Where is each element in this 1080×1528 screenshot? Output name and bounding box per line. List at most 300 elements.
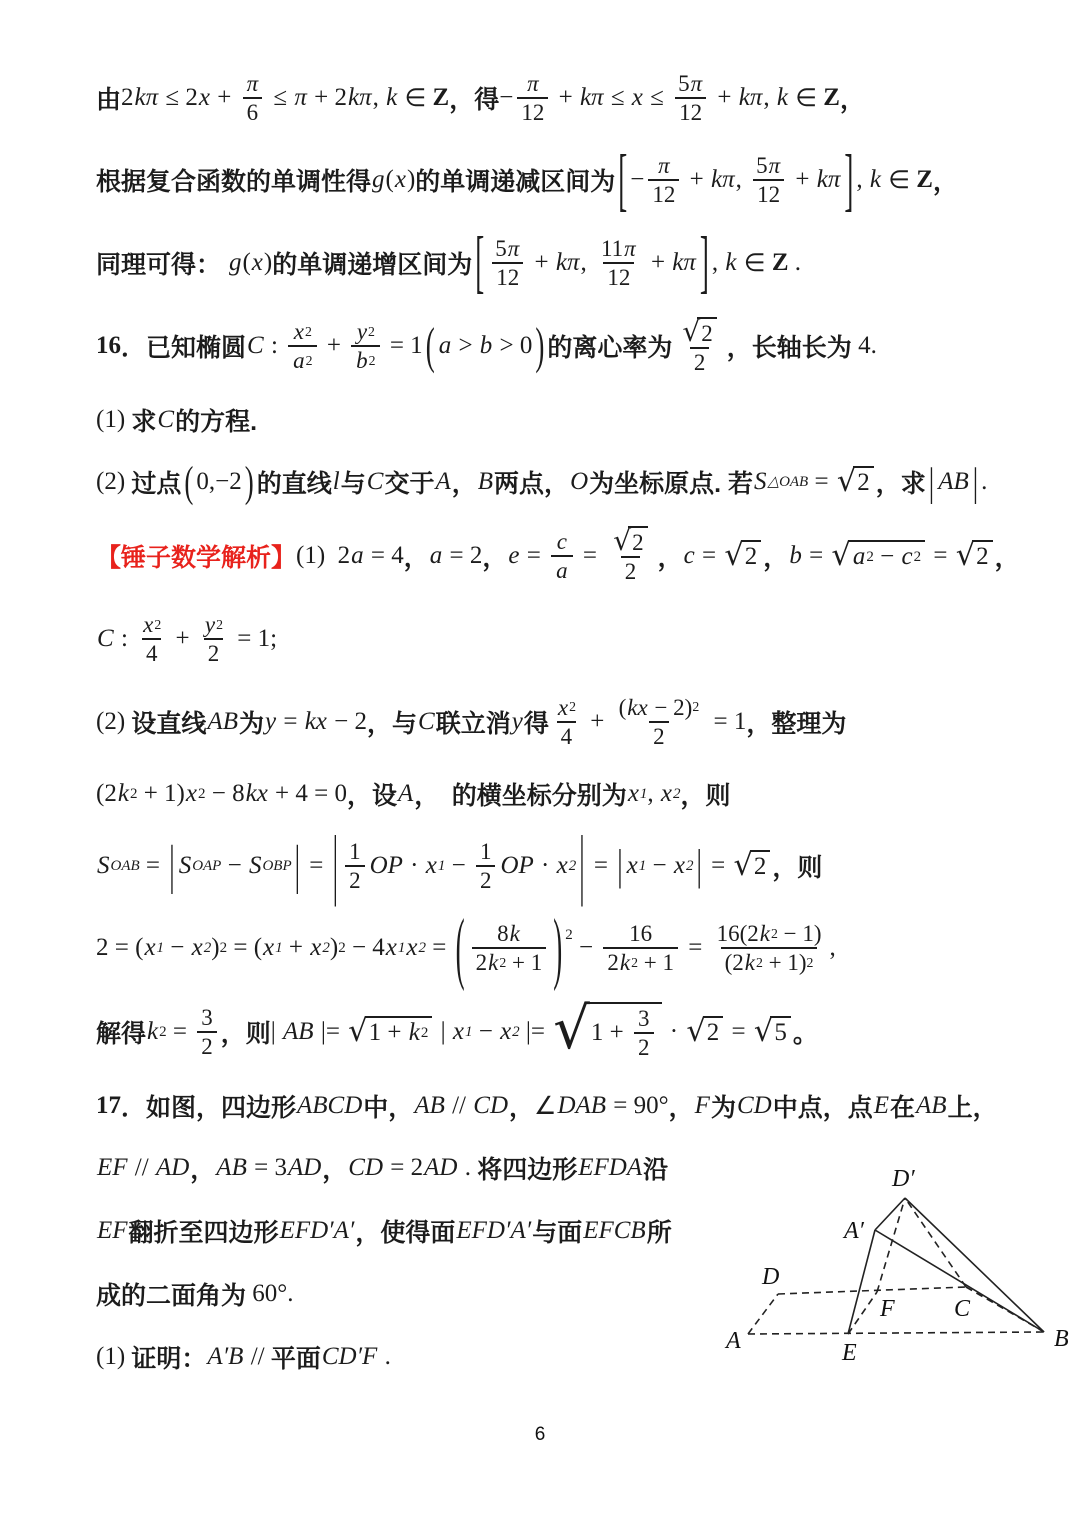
text-run: 解得 <box>96 1019 147 1048</box>
text-run: 的方程. <box>175 408 258 436</box>
text-run: : <box>114 625 135 653</box>
text-run: EFD′A′ <box>279 1216 355 1244</box>
text-run: 1 + <box>368 1018 408 1046</box>
text-run: 2 = ( <box>96 934 144 962</box>
text-run: 2 <box>706 1018 720 1046</box>
text-run: k <box>488 950 499 976</box>
text-run: Z <box>771 248 789 276</box>
text-run: |= <box>314 1017 347 1045</box>
text-run: = <box>576 541 604 569</box>
text-run: 17 <box>96 1091 121 1119</box>
math-line <box>96 524 1020 585</box>
text-run: 所 <box>646 1218 672 1247</box>
text-run: 交于 <box>384 470 435 498</box>
text-run: 求 <box>131 408 157 436</box>
text-run: ，使得面 <box>355 1218 456 1247</box>
text-run: 2 <box>753 852 767 880</box>
text-run: x <box>673 851 685 879</box>
radical-sign: √ <box>348 1013 368 1049</box>
text-run: AB <box>283 1017 314 1045</box>
text-run: kπ <box>672 248 696 276</box>
text-run: x <box>394 166 406 194</box>
text-run: π <box>246 71 259 96</box>
text-run: k <box>147 1017 159 1045</box>
text-run: − <box>164 934 191 962</box>
text-run: kx <box>245 779 268 807</box>
text-run: − <box>221 851 248 879</box>
text-run: E <box>873 1091 889 1119</box>
text-run: kx <box>627 694 648 720</box>
text-run: = <box>587 851 615 879</box>
big-delimiter: ) <box>553 901 563 992</box>
text-run: > <box>452 332 479 360</box>
text-run: kπ <box>711 166 735 194</box>
text-run: 得 <box>523 709 549 738</box>
text-run: (1) <box>96 406 132 433</box>
text-run: AD <box>424 1153 458 1181</box>
text-run: + <box>210 84 238 112</box>
fraction <box>517 70 548 126</box>
text-run: − <box>630 166 645 194</box>
vertex-label-D: D <box>762 1263 780 1290</box>
text-run: ， 的横坐标分别为 <box>414 781 627 810</box>
math-line: 解得 k 2 = $\frac{3}{2}$ ，则 | AB |= √ 1 + k 2 | x 1 − x 2 |= √ 1 + $\frac{3}{2}$ · √ 2 = √ 5 。 <box>96 995 818 1063</box>
text-run: − 1) <box>777 921 822 946</box>
radical-sign: √ <box>686 1013 706 1049</box>
text-run: 在 <box>890 1093 916 1122</box>
text-run: 2 <box>349 867 361 893</box>
text-run: 16 <box>629 921 653 946</box>
text-run: ∈ <box>882 167 917 195</box>
text-run: A′B <box>207 1342 244 1370</box>
text-run: k <box>619 950 631 976</box>
text-run: 2 <box>632 530 644 555</box>
text-run: 6 <box>246 100 259 126</box>
big-delimiter: ] <box>844 140 854 219</box>
text-run: ) <box>263 248 273 276</box>
text-run: ( <box>242 248 251 276</box>
fraction: x 2 4 <box>143 612 162 667</box>
big-delimiter: | <box>579 820 585 908</box>
text-run: | <box>270 1017 283 1045</box>
text-run: ∈ <box>737 249 772 277</box>
text-run: CD <box>348 1153 384 1181</box>
math-line <box>96 611 1010 667</box>
text-run: ， <box>482 543 508 572</box>
text-run: 12 <box>521 100 545 126</box>
text-run: ( <box>385 166 394 194</box>
radical <box>553 995 661 1063</box>
text-run: ， <box>322 1155 348 1184</box>
text-run: kπ <box>816 166 841 194</box>
text-run: + <box>282 934 310 962</box>
fraction: 8 k 2 k 2 + 1 <box>472 920 547 976</box>
text-run: AD <box>287 1153 322 1181</box>
text-run: y <box>204 612 216 638</box>
text-run: x <box>452 1017 464 1045</box>
text-run: a <box>293 348 305 374</box>
text-run: = <box>725 1017 752 1045</box>
text-run: = <box>166 1017 194 1045</box>
text-run: ，长轴长为 <box>726 334 852 363</box>
text-run: S <box>178 851 192 879</box>
text-run: 设直线 <box>131 709 207 738</box>
text-run: 1 + <box>590 1019 631 1047</box>
big-delimiter: [ <box>618 140 628 219</box>
text-run: = 1 <box>707 707 747 735</box>
text-run: OP <box>500 851 534 879</box>
math-line <box>96 1150 696 1186</box>
text-run: · <box>534 851 556 879</box>
text-run: π <box>658 153 670 179</box>
text-run: 5 <box>495 235 507 261</box>
text-run: 2 <box>121 84 134 112</box>
text-run: , <box>372 84 386 112</box>
big-delimiter: | <box>332 820 339 908</box>
text-run: + <box>552 84 579 112</box>
text-run: kπ <box>579 84 604 112</box>
text-run: 3 <box>638 1006 650 1032</box>
fraction <box>597 235 641 291</box>
edge-D-C <box>778 1287 966 1294</box>
text-run: ， <box>190 1155 216 1184</box>
text-run: 16 <box>96 332 121 360</box>
text-run: , <box>647 779 660 807</box>
text-run: = <box>704 851 732 879</box>
fraction <box>491 235 524 291</box>
text-run: 的单调递减区间为 <box>415 168 616 197</box>
edge-E-Aprime <box>848 1230 875 1334</box>
big-delimiter: [ <box>475 222 485 301</box>
text-run: ) <box>406 166 416 194</box>
text-run: O <box>570 468 589 495</box>
text-run: x <box>263 934 275 962</box>
text-run: EF <box>97 1153 128 1181</box>
text-run: Z <box>823 84 840 112</box>
fraction <box>607 526 653 585</box>
text-run: g <box>372 166 385 194</box>
text-run: EFDA <box>578 1153 643 1181</box>
text-run: 2 <box>207 641 220 667</box>
fraction: y 2 b 2 <box>351 318 379 374</box>
text-run: 2 <box>857 468 870 496</box>
text-run: 2 <box>475 950 488 976</box>
text-run: − <box>445 851 472 879</box>
fraction: x 2 a 2 <box>288 318 316 374</box>
text-run: ，则 <box>772 853 823 882</box>
fraction <box>345 838 365 894</box>
radical-sign: √ <box>724 537 744 573</box>
text-run: 2 <box>638 1035 650 1061</box>
text-run: − 2 <box>327 707 368 735</box>
text-run: = 2 <box>384 1153 424 1181</box>
analysis-heading: 【锤子数学解析】 <box>96 543 297 572</box>
text-run: − <box>572 934 600 962</box>
text-run: e <box>508 541 520 569</box>
math-line <box>96 222 1010 301</box>
text-run: 12 <box>679 100 703 126</box>
text-run: x <box>500 1017 512 1045</box>
text-run: , <box>856 166 869 194</box>
text-run: 4 <box>145 641 158 667</box>
text-run: 2 <box>624 559 637 585</box>
text-run: S <box>248 851 262 879</box>
text-run: AB <box>938 468 969 495</box>
radical-sign: √ <box>836 463 857 499</box>
geometry-figure-prism <box>696 1156 1080 1386</box>
radical <box>686 1013 723 1049</box>
text-run: x <box>143 612 154 638</box>
text-run: C <box>157 406 175 433</box>
text-run: π <box>294 84 307 112</box>
text-run: CD′F <box>321 1342 378 1370</box>
text-run: x <box>406 934 418 962</box>
text-run: ， <box>509 1093 535 1122</box>
text-run: a <box>852 542 866 570</box>
radical-sign: √ <box>613 524 632 557</box>
text-run: = 2 <box>443 541 483 569</box>
text-run: ≤ <box>267 84 294 112</box>
text-run: · <box>663 1017 685 1045</box>
text-run: − 4 <box>345 934 385 962</box>
text-run: ，求 <box>875 470 926 498</box>
vertex-label-B: B <box>1054 1325 1069 1352</box>
text-run: c <box>901 542 913 570</box>
text-run: 11 <box>601 235 624 261</box>
solution-text-block <box>96 70 1020 1124</box>
text-run: y <box>264 707 277 735</box>
text-run: kπ <box>134 84 159 112</box>
text-run: , <box>829 934 836 962</box>
text-run: ， <box>994 543 1020 572</box>
text-run: = <box>426 934 453 962</box>
text-run: EF <box>97 1216 128 1244</box>
edge-E-F <box>848 1292 877 1334</box>
text-run: 1 <box>479 838 492 864</box>
text-run: (2 <box>724 950 744 976</box>
text-run: (2) <box>96 707 132 735</box>
text-run: 2 <box>201 1033 213 1059</box>
text-run: a <box>556 557 568 583</box>
text-run: 上， <box>947 1093 998 1122</box>
text-run: k <box>117 779 129 807</box>
vertex-label-C: C <box>954 1295 971 1322</box>
text-run: 12 <box>496 264 520 290</box>
text-run: ，设 <box>347 781 398 810</box>
text-run: EFCB <box>583 1216 646 1244</box>
radical-sign: √ <box>831 537 851 573</box>
math-line: (2) 过点 ( 0,−2 ) 的直线 l 与 C 交于 A ， B 两点， O 为坐标原点. 若 S △OAB = √ 2 ，求 | AB | . <box>96 457 988 506</box>
text-run: AD <box>155 1153 190 1181</box>
text-run: x <box>144 934 156 962</box>
text-run: + 1) <box>137 779 185 807</box>
text-run: , <box>711 248 725 276</box>
text-run: = <box>808 468 835 495</box>
text-run: |= <box>519 1017 552 1045</box>
text-run: = 90° <box>607 1091 669 1119</box>
text-run: π <box>690 71 703 96</box>
text-run: 2 <box>653 723 665 749</box>
text-run: k <box>408 1018 420 1046</box>
text-run: k <box>386 84 398 112</box>
text-run: C <box>97 625 114 653</box>
text-run: S <box>754 468 767 495</box>
text-run: 由 <box>96 86 122 115</box>
text-run: kπ <box>738 84 763 112</box>
text-run: k <box>744 950 755 976</box>
text-run: 两点， <box>494 470 570 498</box>
text-run: = 1; <box>231 625 278 653</box>
math-line: 2 = ( x 1 − x 2 ) 2 = ( x 1 + x 2 ) 2 − 4 x 1 x 2 = ( 8 k 2 k 2 + 1 ) $^2$ − 16 2 k 2 + 1 = 16(2 k 2 − 1) (2 k 2 + 1) 2 , <box>96 901 836 992</box>
text-run: x <box>631 84 643 112</box>
text-run: ∈ <box>789 85 824 113</box>
text-run: 2 <box>701 320 713 346</box>
text-run: x <box>198 84 210 112</box>
text-run: 8 <box>497 921 509 946</box>
fraction <box>648 152 679 208</box>
text-run: ≤ <box>643 84 671 112</box>
math-line <box>96 314 1010 376</box>
text-run: 中， <box>363 1093 414 1122</box>
big-delimiter: ) <box>244 457 254 506</box>
radical-sign: √ <box>955 537 976 573</box>
fraction <box>197 1004 217 1060</box>
text-run: − <box>646 851 673 879</box>
text-run: 3 <box>201 1004 213 1030</box>
math-line: S OAB = | S OAP − S OBP | = | $\frac{1}{2}$ OP · x 1 − $\frac{1}{2}$ OP · x 2 | = | x 1 − x 2 | = √ 2 ，则 <box>97 820 823 908</box>
text-run: F <box>694 1091 710 1119</box>
text-run: ．已知椭圆 <box>121 334 247 363</box>
fraction <box>676 314 722 376</box>
fraction: y 2 2 <box>204 612 223 667</box>
math-line <box>96 70 1010 126</box>
text-run: S <box>97 851 110 879</box>
fraction: 16(2 k 2 − 1) (2 k 2 + 1) 2 <box>716 921 822 976</box>
text-run: 同理可得： <box>96 250 228 279</box>
text-run: 翻折至四边形 <box>128 1218 279 1247</box>
big-delimiter: | <box>928 458 935 504</box>
text-run: 为 <box>238 709 264 738</box>
text-run: ∈ <box>398 85 433 113</box>
edge-Aprime-Dprime <box>875 1198 905 1230</box>
text-run: l <box>332 468 340 495</box>
text-run: = <box>681 934 709 962</box>
text-run: + <box>789 166 816 194</box>
text-run: + <box>644 248 672 276</box>
text-run: x <box>385 934 397 962</box>
math-line <box>96 1276 696 1312</box>
text-run: = 1 <box>383 332 423 360</box>
text-run: 成的二面角为 <box>96 1281 247 1310</box>
text-run: 16(2 <box>716 921 759 946</box>
text-run: 过点 <box>131 470 182 498</box>
page-number: 6 <box>534 1424 546 1445</box>
text-run: = 3 <box>247 1153 287 1181</box>
text-run: 为坐标原点. 若 <box>589 470 754 498</box>
text-run: · <box>403 851 425 879</box>
text-run: 证明： <box>131 1344 207 1373</box>
radical-sign: √ <box>553 995 590 1063</box>
text-run: (2) <box>96 468 132 495</box>
text-run: + 2 <box>307 84 347 112</box>
text-run: 的离心率为 <box>547 334 673 363</box>
text-run: kx <box>304 707 327 735</box>
text-run: B <box>477 468 494 495</box>
text-run: x <box>251 248 263 276</box>
text-run: x <box>293 319 305 345</box>
text-run: . <box>981 468 988 495</box>
text-run: . <box>378 1342 391 1370</box>
text-run: CD <box>473 1091 508 1119</box>
math-line <box>96 1339 696 1375</box>
text-run: = <box>802 541 830 569</box>
text-run: ， <box>657 543 683 572</box>
text-run: + 1) <box>762 950 807 976</box>
question-17-section <box>96 1150 1069 1402</box>
text-run: 沿 <box>643 1155 669 1184</box>
text-run: = ( <box>227 934 263 962</box>
big-delimiter: ( <box>184 457 194 506</box>
text-run: ( <box>618 694 627 720</box>
text-run: k <box>759 921 770 946</box>
fraction <box>674 70 707 126</box>
text-run: , <box>580 248 593 276</box>
text-run: + <box>583 707 611 735</box>
fraction <box>551 528 573 584</box>
text-run: kπ <box>348 84 372 112</box>
big-delimiter: ] <box>699 222 709 301</box>
radical <box>682 314 716 348</box>
text-run: = <box>139 851 167 879</box>
text-run: 为 <box>710 1093 736 1122</box>
text-run: ， <box>932 168 958 197</box>
vertex-label-A: A <box>726 1327 741 1354</box>
text-run: ， <box>668 1093 694 1122</box>
text-run: − <box>472 1017 500 1045</box>
fraction: x 2 4 <box>557 694 576 749</box>
text-run: ，则 <box>220 1019 271 1048</box>
radical-sign: √ <box>682 314 701 348</box>
text-run: ABCD <box>297 1091 363 1119</box>
text-run: OP <box>369 851 403 879</box>
text-run: = <box>695 541 723 569</box>
text-run: 2 <box>607 950 619 976</box>
text-run: + 4 = 0 <box>268 779 347 807</box>
text-run: kπ <box>555 248 580 276</box>
text-run: k <box>869 166 882 194</box>
text-run: A <box>435 468 451 495</box>
text-run: a <box>429 541 443 569</box>
text-run: ，与 <box>367 709 418 738</box>
fraction <box>242 70 264 126</box>
text-run: x <box>191 934 203 962</box>
text-run: 联立消 <box>435 709 511 738</box>
text-run: − <box>873 542 901 570</box>
text-run: 5 <box>678 71 690 96</box>
text-run: // <box>445 1091 473 1119</box>
math-line <box>96 140 1010 219</box>
question-17-text <box>96 1150 696 1402</box>
text-run: x <box>660 779 673 807</box>
edge-A-B <box>748 1332 1044 1334</box>
text-run: x <box>626 851 638 879</box>
edge-A-D <box>748 1294 778 1334</box>
text-run: k <box>509 921 520 946</box>
text-run: Z <box>432 84 450 112</box>
text-run: k <box>776 84 789 112</box>
text-run: 与面 <box>532 1218 583 1247</box>
text-run: 与 <box>340 470 366 498</box>
